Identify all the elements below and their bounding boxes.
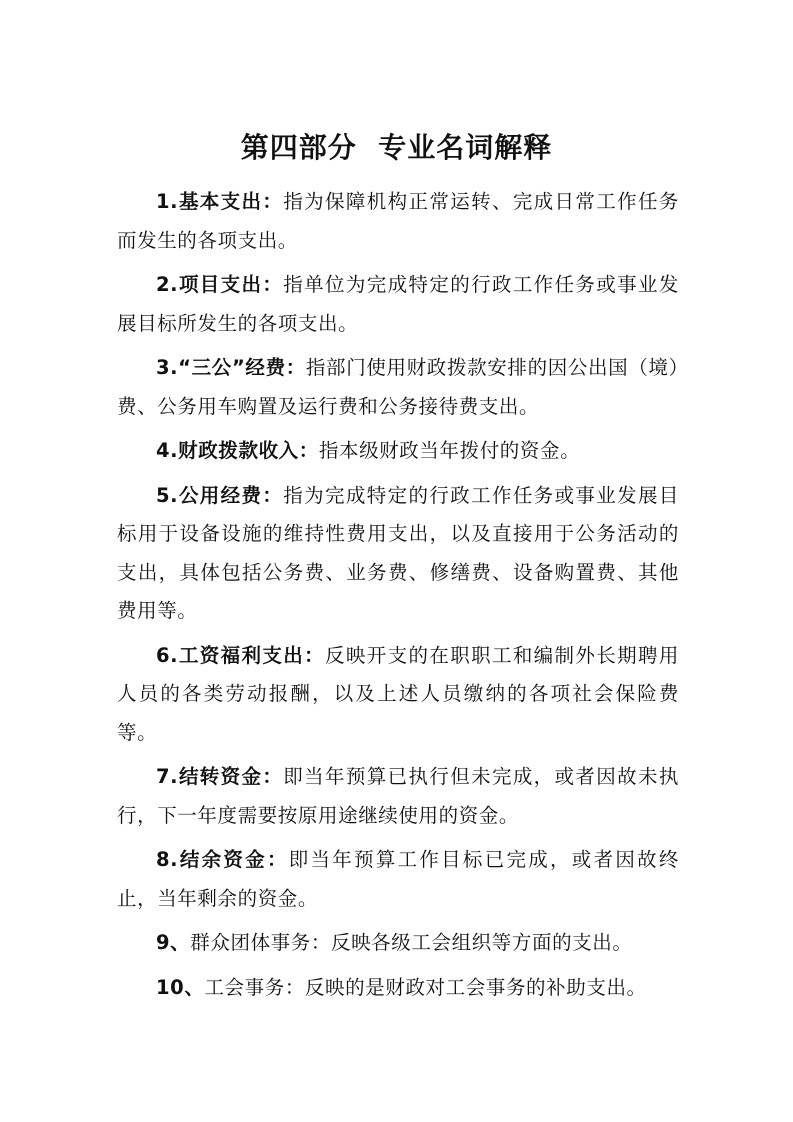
glossary-term: 5.公用经费： — [156, 483, 284, 507]
glossary-term: 10、 — [156, 975, 205, 999]
glossary-item — [117, 266, 679, 343]
glossary-definition: 即当年预算工作目标已完成，或者因故终止，当年剩余的资金。 — [117, 848, 679, 910]
glossary-definition: 指单位为完成特定的行政工作任务或事业发展目标所发生的各项支出。 — [117, 273, 679, 335]
glossary-definition: 指为保障机构正常运转、完成日常工作任务而发生的各项支出。 — [117, 190, 679, 252]
glossary-item — [117, 969, 679, 1008]
glossary-item — [117, 924, 679, 963]
glossary-definition: 指部门使用财政拨款安排的因公出国（境）费、公务用车购置及运行费和公务接待费支出。 — [117, 356, 679, 418]
glossary-item — [117, 432, 679, 471]
glossary-definition: 指为完成特定的行政工作任务或事业发展目标用于设备设施的维持性费用支出，以及直接用于公务活动的支出，具体包括公务费、业务费、修缮费、设备购置费、其他费用等。 — [117, 483, 679, 622]
glossary-definition: 群众团体事务：反映各级工会组织等方面的支出。 — [190, 931, 633, 954]
glossary-item — [117, 841, 679, 918]
glossary-term: 9、 — [156, 931, 191, 954]
glossary-term: 4.财政拨款收入： — [156, 439, 319, 462]
glossary-term: 1.基本支出： — [156, 190, 284, 213]
glossary-term: 6.工资福利支出： — [156, 643, 326, 667]
glossary-item — [117, 477, 679, 631]
page-title: 第四部分 专业名词解释 — [240, 131, 553, 164]
glossary-term: 3.“三公”经费： — [156, 356, 306, 379]
glossary-item — [117, 758, 679, 835]
glossary-definition: 指本级财政当年拨付的资金。 — [318, 439, 581, 462]
glossary-item — [117, 183, 679, 260]
glossary-definition: 工会事务：反映的是财政对工会事务的补助支出。 — [204, 975, 647, 999]
glossary-item — [117, 349, 679, 426]
glossary-term: 8.结余资金： — [156, 848, 289, 871]
glossary-definition: 即当年预算已执行但未完成，或者因故未执行，下一年度需要按原用途继续使用的资金。 — [117, 765, 679, 827]
glossary-item — [117, 637, 679, 753]
glossary-definition: 反映开支的在职职工和编制外长期聘用人员的各类劳动报酬，以及上述人员缴纳的各项社会保险费等。 — [117, 643, 679, 744]
glossary-term: 7.结转资金： — [156, 765, 284, 788]
glossary-list — [117, 183, 679, 1013]
glossary-term: 2.项目支出： — [156, 273, 284, 296]
